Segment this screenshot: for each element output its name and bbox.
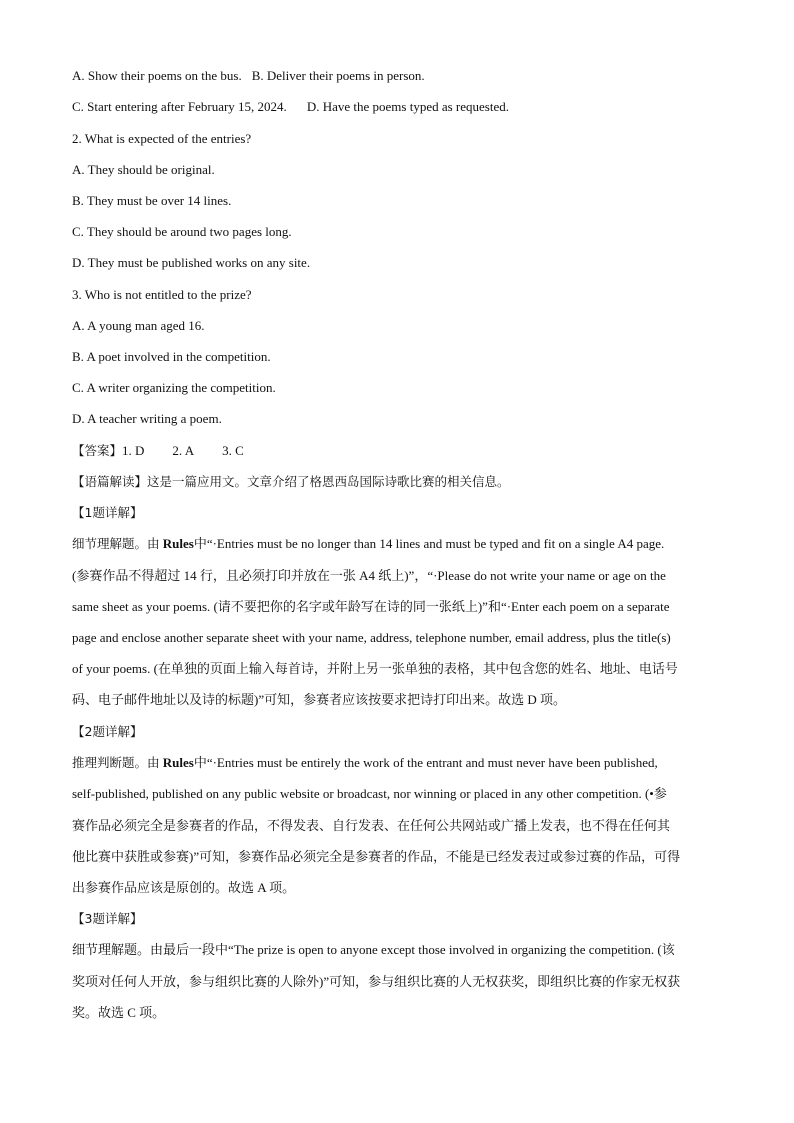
passage-interpretation: 【语篇解读】这是一篇应用文。文章介绍了格恩西岛国际诗歌比赛的相关信息。	[72, 474, 510, 489]
detail2-line-4: 他比赛中获胜或参赛)”可知，参赛作品必须完全是参赛者的作品，不能是已经发表过或参过赛的作品，可得	[72, 849, 681, 864]
q2-option-a: A. They should be original.	[72, 162, 215, 177]
detail1-line-6: 码、电子邮件地址以及诗的标题)”可知，参赛者应该按要求把诗打印出来。故选 D 项。	[72, 692, 566, 707]
detail1-line-2: (参赛作品不得超过 14 行，且必须打印并放在一张 A4 纸上)”，“·Please do not write your name or age on the	[72, 568, 666, 583]
detail1-line-3: same sheet as your poems. (请不要把你的名字或年龄写在诗的同一张纸上)”和“·Enter each poem on a separate	[72, 599, 670, 614]
detail2-line-2: self-published, published on any public website or broadcast, nor winning or placed in any other competition. (•参	[72, 786, 667, 801]
answer-label: 【答案】	[72, 443, 123, 458]
q1-options-cd	[72, 97, 722, 117]
q3-stem: 3. Who is not entitled to the prize?	[72, 287, 252, 302]
q1-options-ab	[72, 66, 722, 86]
detail1-line-1	[72, 534, 722, 554]
detail2-line-1	[72, 753, 722, 773]
detail1-heading: 【1题详解】	[72, 505, 143, 520]
detail2-quote: 中“·Entries must be entirely the work of the entrant and must never have been published,	[193, 755, 658, 770]
q1-option-a: A. Show their poems on the bus.	[72, 68, 242, 83]
q3-option-b: B. A poet involved in the competition.	[72, 349, 271, 364]
q1-option-d: D. Have the poems typed as requested.	[306, 99, 509, 114]
detail1-line-5: of your poems. (在单独的页面上输入每首诗，并附上另一张单独的表格，其中包含您的姓名、地址、电话号	[72, 661, 678, 676]
answer-line	[72, 441, 722, 461]
q2-option-d: D. They must be published works on any site.	[72, 255, 311, 270]
detail3-heading: 【3题详解】	[72, 911, 143, 926]
q2-option-b: B. They must be over 14 lines.	[72, 193, 232, 208]
answer-2: 2. A	[172, 443, 195, 458]
q1-option-b: B. Deliver their poems in person.	[251, 68, 425, 83]
detail1-lead: 细节理解题。由	[72, 536, 160, 551]
q2-option-c: C. They should be around two pages long.	[72, 224, 292, 239]
q3-option-a: A. A young man aged 16.	[72, 318, 205, 333]
answer-1: 1. D	[122, 443, 145, 458]
detail2-line-3: 赛作品必须完全是参赛者的作品，不得发表、自行发表、在任何公共网站或广播上发表，也不得在任何其	[72, 818, 671, 833]
detail2-lead: 推理判断题。由	[72, 755, 160, 770]
q3-option-c: C. A writer organizing the competition.	[72, 380, 276, 395]
detail2-heading: 【2题详解】	[72, 724, 143, 739]
detail2-rules-keyword: Rules	[162, 755, 194, 770]
detail3-line-1: 细节理解题。由最后一段中“The prize is open to anyone except those involved in organizing the competition. (该	[72, 942, 675, 957]
detail3-line-3: 奖。故选 C 项。	[72, 1005, 166, 1020]
detail2-line-5: 出参赛作品应该是原创的。故选 A 项。	[72, 880, 296, 895]
q1-option-c: C. Start entering after February 15, 2024.	[72, 99, 287, 114]
detail1-rules-keyword: Rules	[162, 536, 194, 551]
detail3-line-2: 奖项对任何人开放，参与组织比赛的人除外)”可知，参与组织比赛的人无权获奖，即组织比赛的作家无权获	[72, 974, 681, 989]
q2-stem: 2. What is expected of the entries?	[72, 131, 252, 146]
detail1-line-4: page and enclose another separate sheet with your name, address, telephone number, email address, plus the title(s)	[72, 630, 671, 645]
answer-3: 3. C	[222, 443, 244, 458]
detail1-quote: 中“·Entries must be no longer than 14 lines and must be typed and fit on a single A4 page.	[193, 536, 665, 551]
q3-option-d: D. A teacher writing a poem.	[72, 411, 222, 426]
